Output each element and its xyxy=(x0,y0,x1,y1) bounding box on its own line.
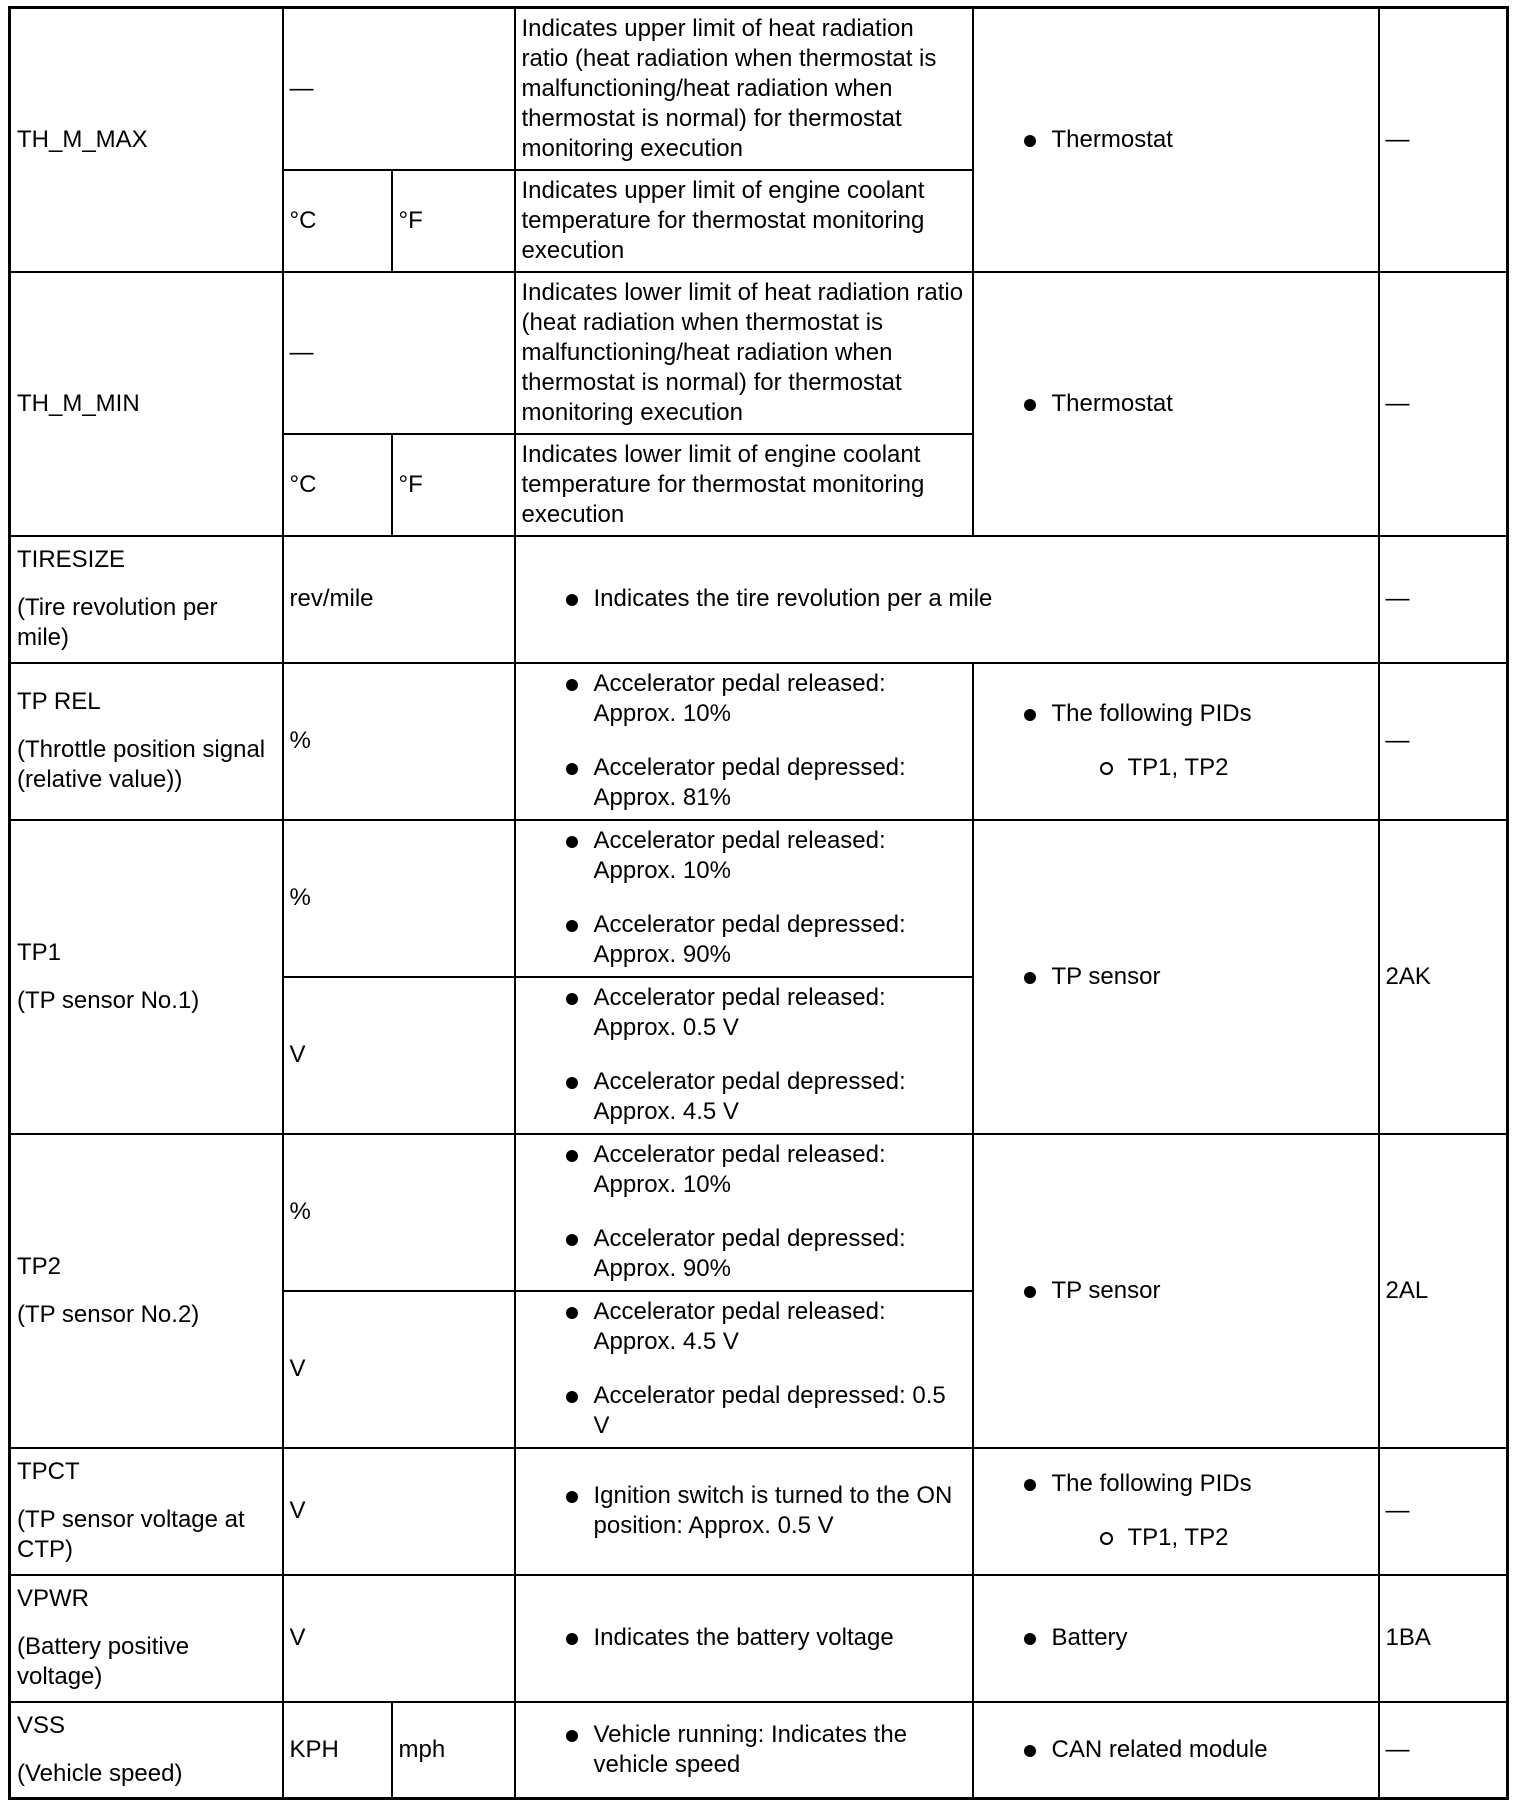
list-item xyxy=(522,1720,966,1780)
condition-cell xyxy=(515,820,973,977)
related-subitem: TP1, TP2 xyxy=(1127,754,1229,781)
unit-cell xyxy=(283,1448,515,1575)
list-item xyxy=(522,1623,966,1653)
dtc-cell xyxy=(1379,1448,1508,1575)
table-row xyxy=(10,536,1508,663)
pid-name-cell xyxy=(10,1702,283,1799)
unit-value: — xyxy=(289,338,314,366)
list-item xyxy=(522,584,1372,614)
related-item: Battery xyxy=(1051,1624,1128,1651)
dtc-value: 1BA xyxy=(1385,1624,1431,1651)
list-item xyxy=(980,1276,1372,1306)
pid-description: (TP sensor No.1) xyxy=(17,986,200,1014)
pid-description: (TP sensor No.2) xyxy=(17,1300,200,1328)
condition-text: Accelerator pedal depressed: Approx. 4.5 V xyxy=(593,1068,906,1125)
list-item xyxy=(980,389,1372,419)
condition-text: Indicates lower limit of engine coolant temperature for thermostat monitoring execution xyxy=(521,440,925,528)
dtc-value: — xyxy=(1385,125,1410,153)
unit-cell xyxy=(283,1575,515,1702)
list-item xyxy=(980,1735,1372,1765)
related-item: TP sensor xyxy=(1051,962,1161,990)
list-item xyxy=(522,910,966,970)
condition-text: Vehicle running: Indicates the vehicle speed xyxy=(593,1720,908,1778)
unit-value: % xyxy=(289,884,311,911)
related-cell xyxy=(973,820,1379,1134)
unit-value: — xyxy=(289,74,314,102)
table-row xyxy=(10,1575,1508,1702)
related-item: Thermostat xyxy=(1051,125,1173,153)
unit-value: % xyxy=(289,727,311,754)
dtc-cell xyxy=(1379,536,1508,663)
table-row xyxy=(10,820,1508,977)
unit-cell xyxy=(283,170,392,272)
list-item xyxy=(980,699,1372,729)
dtc-cell xyxy=(1379,1702,1508,1799)
condition-text: Accelerator pedal depressed: 0.5 V xyxy=(593,1382,946,1439)
condition-text: Indicates upper limit of engine coolant temperature for thermostat monitoring execution xyxy=(521,176,925,264)
pid-name: TH_M_MAX xyxy=(17,125,148,153)
unit-value: °F xyxy=(398,470,423,498)
pid-name-cell xyxy=(10,1575,283,1702)
unit-value: mph xyxy=(398,1735,446,1763)
dtc-cell xyxy=(1379,1134,1508,1448)
table-row xyxy=(10,8,1508,170)
condition-cell xyxy=(515,272,973,434)
pid-monitor-table xyxy=(8,6,1509,1800)
table-row xyxy=(10,663,1508,820)
pid-name-cell xyxy=(10,536,283,663)
unit-value: V xyxy=(289,1624,306,1651)
unit-value: °C xyxy=(289,470,317,498)
pid-name: TH_M_MIN xyxy=(17,389,140,417)
unit-value: V xyxy=(289,1041,306,1068)
table-row xyxy=(10,272,1508,434)
pid-description: (Vehicle speed) xyxy=(17,1759,183,1787)
related-item: Thermostat xyxy=(1051,389,1173,417)
unit-cell xyxy=(392,1702,515,1799)
unit-cell xyxy=(283,536,515,663)
unit-value: °C xyxy=(289,206,317,234)
condition-text: Accelerator pedal released: Approx. 0.5 V xyxy=(593,984,886,1041)
pid-name-cell xyxy=(10,820,283,1134)
pid-description: (Tire revolution per mile) xyxy=(17,594,218,651)
condition-cell xyxy=(515,977,973,1134)
dtc-cell xyxy=(1379,1575,1508,1702)
condition-text: Accelerator pedal released: Approx. 10% xyxy=(593,670,886,727)
unit-cell xyxy=(283,1291,515,1448)
pid-name: VSS xyxy=(17,1711,66,1739)
unit-value: KPH xyxy=(289,1735,339,1763)
list-item xyxy=(980,125,1372,155)
list-item xyxy=(522,1140,966,1200)
related-cell xyxy=(973,1575,1379,1702)
condition-cell xyxy=(515,8,973,170)
condition-text: Accelerator pedal depressed: Approx. 90% xyxy=(593,911,906,968)
list-item xyxy=(980,962,1372,992)
dtc-cell xyxy=(1379,820,1508,1134)
condition-cell xyxy=(515,663,973,820)
unit-value: V xyxy=(289,1497,306,1524)
pid-description: (Throttle position signal (relative value)) xyxy=(17,736,266,793)
related-item: The following PIDs xyxy=(1051,1470,1252,1497)
list-item xyxy=(522,983,966,1043)
unit-value: rev/mile xyxy=(289,585,374,612)
condition-text: Indicates the battery voltage xyxy=(593,1624,894,1651)
list-item xyxy=(980,1623,1372,1653)
pid-name: TIRESIZE xyxy=(17,546,126,573)
condition-text: Indicates the tire revolution per a mile xyxy=(593,585,993,612)
list-item xyxy=(522,1067,966,1127)
table-row xyxy=(10,1702,1508,1799)
dtc-value: — xyxy=(1385,389,1410,417)
related-cell xyxy=(973,8,1379,272)
related-cell xyxy=(973,1448,1379,1575)
related-cell xyxy=(973,663,1379,820)
unit-cell xyxy=(283,663,515,820)
unit-cell xyxy=(392,434,515,536)
condition-text: Indicates upper limit of heat radiation ratio (heat radiation when thermostat is malfunctioning/heat radiation when thermostat is normal) for thermostat monitoring execution xyxy=(521,14,937,162)
unit-cell xyxy=(392,170,515,272)
dtc-value: — xyxy=(1385,585,1410,612)
condition-text: Accelerator pedal released: Approx. 10% xyxy=(593,1141,886,1198)
list-item xyxy=(522,1297,966,1357)
condition-text: Accelerator pedal released: Approx. 10% xyxy=(593,827,886,884)
dtc-cell xyxy=(1379,663,1508,820)
table-row xyxy=(10,1448,1508,1575)
pid-description: (TP sensor voltage at CTP) xyxy=(17,1506,245,1563)
related-cell xyxy=(973,272,1379,536)
condition-text: Accelerator pedal depressed: Approx. 81% xyxy=(593,754,906,811)
list-item xyxy=(522,753,966,813)
pid-name-cell xyxy=(10,663,283,820)
list-item xyxy=(980,1523,1372,1553)
unit-value: V xyxy=(289,1355,306,1382)
pid-description: (Battery positive voltage) xyxy=(17,1633,190,1690)
unit-value: °F xyxy=(398,206,423,234)
related-cell xyxy=(973,1134,1379,1448)
condition-cell xyxy=(515,1575,973,1702)
condition-cell xyxy=(515,1702,973,1799)
unit-cell xyxy=(283,8,515,170)
list-item xyxy=(522,1381,966,1441)
condition-text: Accelerator pedal depressed: Approx. 90% xyxy=(593,1225,906,1282)
dtc-value: 2AK xyxy=(1385,962,1431,990)
list-item xyxy=(522,669,966,729)
condition-text: Accelerator pedal released: Approx. 4.5 V xyxy=(593,1298,886,1355)
dtc-cell xyxy=(1379,8,1508,272)
list-item xyxy=(522,1224,966,1284)
pid-name: TP1 xyxy=(17,938,62,966)
condition-cell xyxy=(515,1291,973,1448)
unit-cell xyxy=(283,434,392,536)
condition-cell xyxy=(515,536,1379,663)
condition-cell xyxy=(515,170,973,272)
unit-cell xyxy=(283,272,515,434)
unit-cell xyxy=(283,1134,515,1291)
unit-cell xyxy=(283,977,515,1134)
table-row xyxy=(10,1134,1508,1291)
unit-cell xyxy=(283,820,515,977)
list-item xyxy=(522,826,966,886)
pid-name-cell xyxy=(10,1134,283,1448)
unit-value: % xyxy=(289,1198,311,1225)
pid-name: TP2 xyxy=(17,1252,62,1280)
pid-name: VPWR xyxy=(17,1585,89,1612)
related-item: TP sensor xyxy=(1051,1276,1161,1304)
condition-text: Indicates lower limit of heat radiation ratio (heat radiation when thermostat is malfunctioning/heat radiation when thermostat is normal) for thermostat monitoring execution xyxy=(521,278,964,426)
dtc-value: — xyxy=(1385,1497,1410,1524)
related-item: The following PIDs xyxy=(1051,700,1252,727)
list-item xyxy=(980,1469,1372,1499)
pid-name-cell xyxy=(10,1448,283,1575)
related-subitem: TP1, TP2 xyxy=(1127,1524,1229,1551)
pid-name: TPCT xyxy=(17,1458,80,1485)
condition-cell xyxy=(515,434,973,536)
pid-name: TP REL xyxy=(17,688,101,715)
unit-cell xyxy=(283,1702,392,1799)
dtc-value: 2AL xyxy=(1385,1276,1429,1304)
related-item: CAN related module xyxy=(1051,1735,1268,1763)
condition-cell xyxy=(515,1448,973,1575)
condition-text: Ignition switch is turned to the ON position: Approx. 0.5 V xyxy=(593,1482,953,1539)
condition-cell xyxy=(515,1134,973,1291)
dtc-value: — xyxy=(1385,727,1410,754)
pid-name-cell xyxy=(10,272,283,536)
list-item xyxy=(980,753,1372,783)
dtc-value: — xyxy=(1385,1735,1410,1763)
list-item xyxy=(522,1481,966,1541)
dtc-cell xyxy=(1379,272,1508,536)
pid-name-cell xyxy=(10,8,283,272)
related-cell xyxy=(973,1702,1379,1799)
